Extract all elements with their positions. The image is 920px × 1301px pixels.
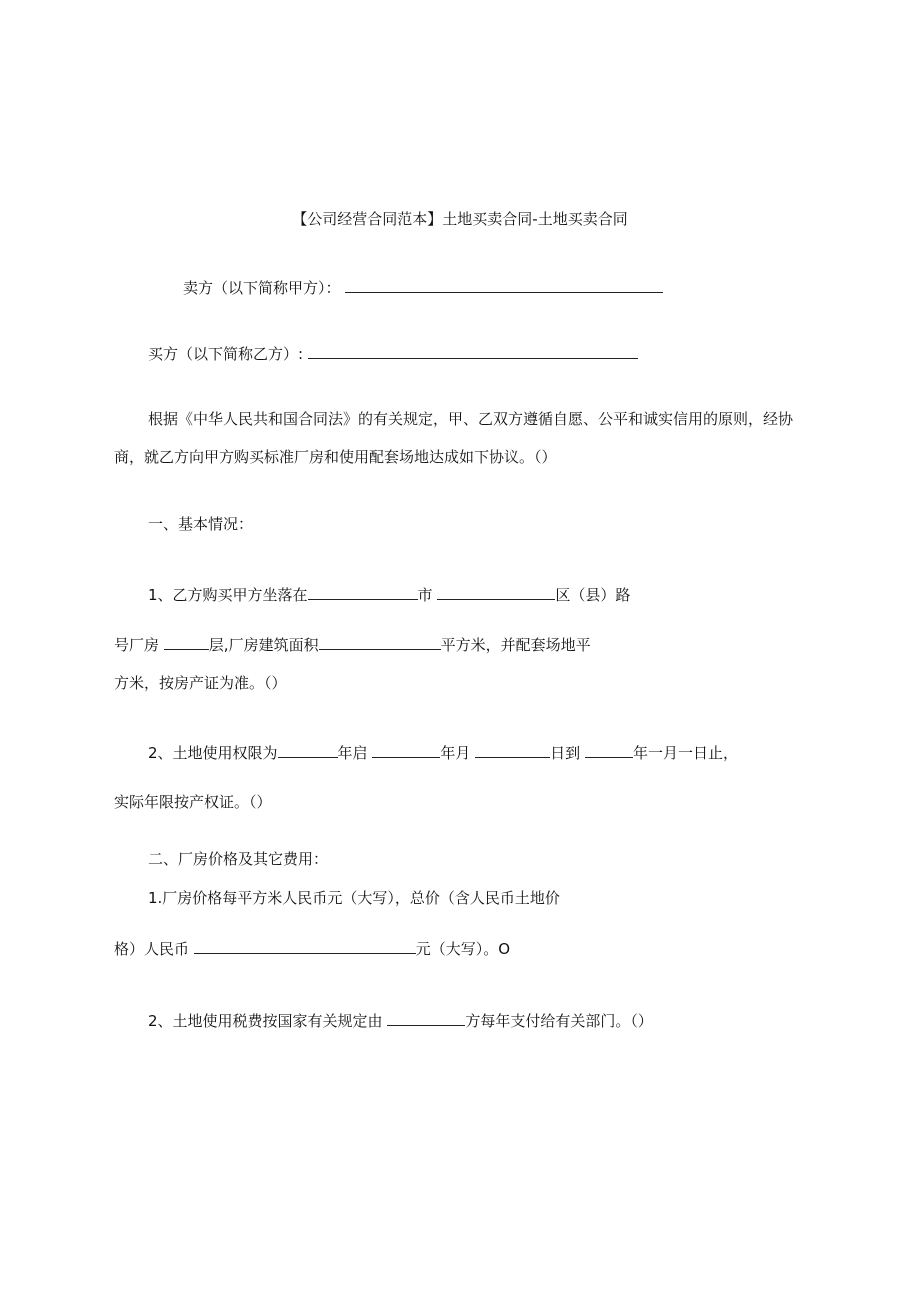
item1-text-b: 市	[417, 586, 433, 604]
price-line-2	[114, 938, 510, 959]
item1-text-e: 层,厂房建筑面积	[208, 636, 319, 654]
total-price-blank[interactable]	[194, 938, 416, 954]
item1-text-f: 平方米，并配套场地平	[440, 636, 591, 654]
intro-line-1: 根据《中华人民共和国合同法》的有关规定，甲、乙双方遵循自愿、公平和诚实信用的原则，经协	[148, 410, 794, 428]
price-line-1: 1.厂房价格每平方米人民币元（大写），总价（含人民币土地价	[148, 889, 560, 907]
tax-text-a: 2、土地使用税费按国家有关规定由	[148, 1012, 383, 1030]
item1-text-d: 号厂房	[114, 636, 160, 654]
price-text-c: 元（大写）。O	[415, 940, 511, 958]
term-years-blank[interactable]	[278, 742, 338, 758]
document-title: 【公司经营合同范本】土地买卖合同-土地买卖合同	[292, 210, 628, 228]
section1-heading: 一、基本情况：	[148, 515, 254, 533]
seller-label: 卖方（以下简称甲方）：	[183, 279, 341, 297]
item1-line-3: 方米，按房产证为准。（）	[114, 674, 287, 692]
intro-line-2: 商，就乙方向甲方购买标准厂房和使用配套场地达成如下协议。（）	[114, 448, 557, 466]
seller-line	[183, 277, 663, 298]
district-blank[interactable]	[437, 584, 555, 600]
item1-line-2	[114, 634, 591, 655]
item1-text-c: 区（县）路	[555, 586, 631, 604]
item2-line-1	[148, 742, 738, 763]
section2-heading: 二、厂房价格及其它费用：	[148, 850, 329, 868]
tax-text-b: 方每年支付给有关部门。（）	[465, 1012, 653, 1030]
buyer-line	[148, 343, 638, 364]
floor-blank[interactable]	[164, 634, 209, 650]
item2-line-2: 实际年限按产权证。（）	[114, 793, 272, 811]
end-year-blank[interactable]	[585, 742, 633, 758]
item2-text-e: 年一月一日止，	[632, 744, 738, 762]
seller-name-blank[interactable]	[345, 277, 663, 293]
buyer-label: 买方（以下简称乙方）:	[148, 345, 304, 363]
tax-line	[148, 1010, 653, 1031]
area-blank[interactable]	[319, 634, 441, 650]
item1-text-a: 1、乙方购买甲方坐落在	[148, 586, 308, 604]
tax-payer-blank[interactable]	[387, 1010, 465, 1026]
start-day-blank[interactable]	[475, 742, 550, 758]
item1-line-1	[148, 584, 630, 605]
price-text-b: 格）人民币	[114, 940, 190, 958]
buyer-name-blank[interactable]	[308, 343, 638, 359]
item2-text-b: 年启	[337, 744, 368, 762]
item2-text-d: 日到	[550, 744, 581, 762]
item2-text-c: 年月	[440, 744, 471, 762]
start-year-blank[interactable]	[372, 742, 440, 758]
item2-text-a: 2、土地使用权限为	[148, 744, 278, 762]
city-blank[interactable]	[308, 584, 418, 600]
